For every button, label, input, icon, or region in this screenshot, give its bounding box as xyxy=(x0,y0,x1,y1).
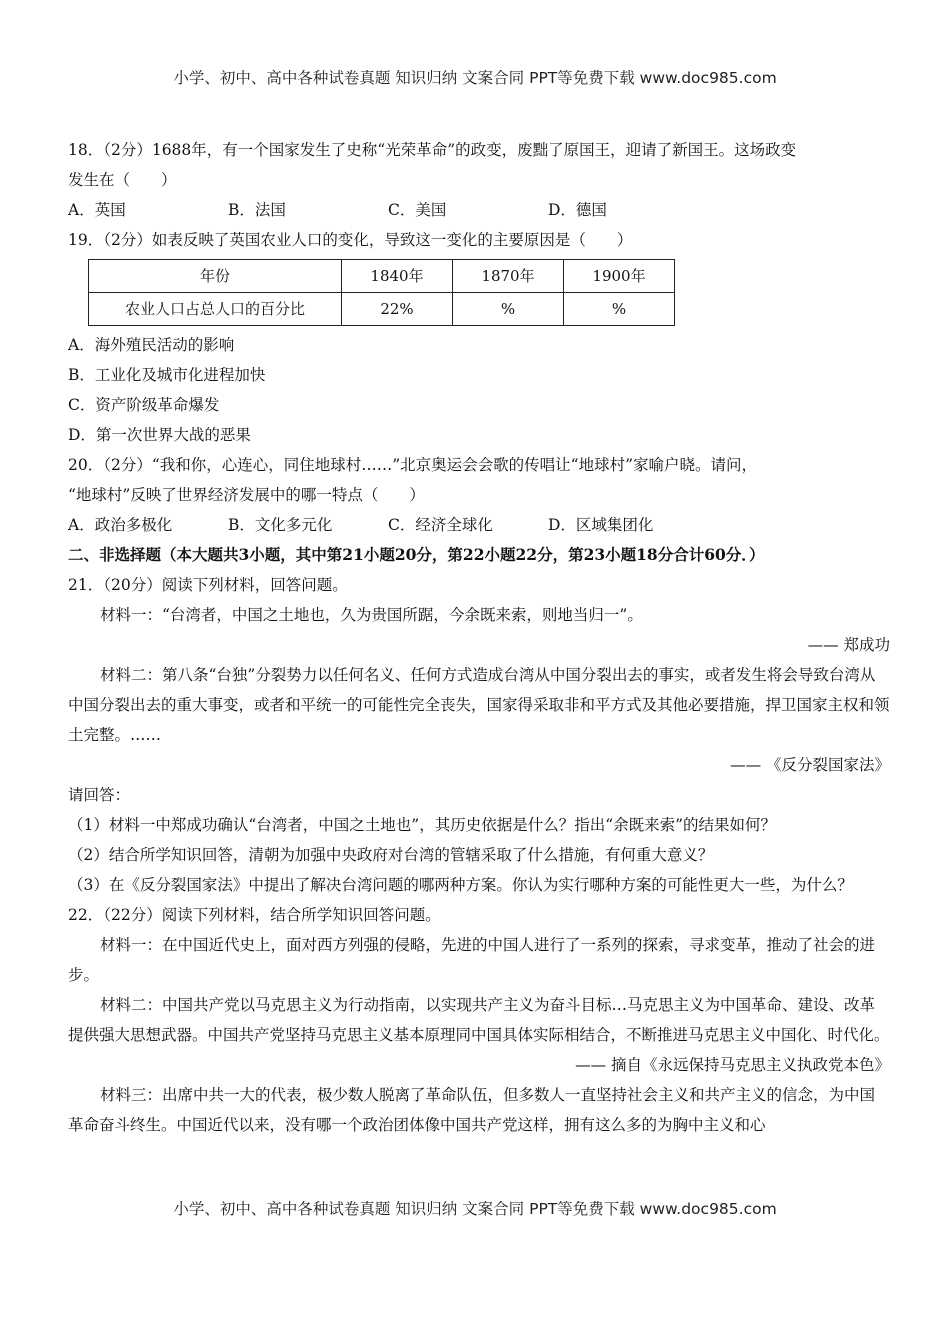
question-22 xyxy=(68,900,890,1140)
q19-option-c: C．资产阶级革命爆发 xyxy=(68,396,220,414)
question-19 xyxy=(68,225,890,450)
q21-subquestion-1: （1）材料一中郑成功确认“台湾者，中国之土地也”，其历史依据是什么？指出“余既来索”的结果如何？ xyxy=(68,816,777,834)
section-2-title: 二、非选择题（本大题共3小题，其中第21小题20分，第22小题22分，第23小题18分合计60分．） xyxy=(68,545,765,564)
page-footer: 小学、初中、高中各种试卷真题 知识归纳 文案合同 PPT等免费下载 www.doc985.com xyxy=(173,1200,777,1218)
q18-option-c: C．美国 xyxy=(388,201,447,219)
q20-option-a: A．政治多极化 xyxy=(68,516,173,534)
q18-option-d: D．德国 xyxy=(548,201,607,219)
q21-prompt: 请回答： xyxy=(68,786,131,804)
q20-option-c: C．经济全球化 xyxy=(388,516,493,534)
question-20 xyxy=(68,450,890,540)
q19-table xyxy=(88,259,675,326)
table-cell: 1900年 xyxy=(564,260,675,293)
table-row xyxy=(89,260,675,293)
question-21 xyxy=(68,570,890,900)
q22-material-1: 材料一：在中国近代史上，面对西方列强的侵略，先进的中国人进行了一系列的探索，寻求变革，推动了社会的进步。 xyxy=(68,936,876,984)
table-cell: 22% xyxy=(342,293,453,326)
q20-options xyxy=(68,510,890,540)
q20-option-b: B．文化多元化 xyxy=(228,516,333,534)
table-cell: 1840年 xyxy=(342,260,453,293)
q22-material-2: 材料二：中国共产党以马克思主义为行动指南，以实现共产主义为奋斗目标…马克思主义为中国革命、建设、改革提供强大思想武器。中国共产党坚持马克思主义基本原理同中国具体实际相结合，不断推进马克思主义中国化、时代化。 xyxy=(68,996,890,1044)
q19-option-b: B．工业化及城市化进程加快 xyxy=(68,366,266,384)
table-cell: 1870年 xyxy=(453,260,564,293)
q21-subquestion-2: （2）结合所学知识回答，清朝为加强中央政府对台湾的管辖采取了什么措施，有何重大意义？ xyxy=(68,846,714,864)
table-cell: % xyxy=(564,293,675,326)
q21-material-1: 材料一：“台湾者，中国之土地也，久为贵国所踞，今余既来索，则地当归一”。 xyxy=(100,606,643,624)
q19-option-a: A．海外殖民活动的影响 xyxy=(68,336,235,354)
q21-subquestion-3: （3）在《反分裂国家法》中提出了解决台湾问题的哪两种方案。你认为实行哪种方案的可能性更大一些，为什么？ xyxy=(68,876,853,894)
q18-options xyxy=(68,195,890,225)
q19-stem: 19．（2分）如表反映了英国农业人口的变化，导致这一变化的主要原因是（ ） xyxy=(68,231,633,249)
q18-stem-line1: 18．（2分）1688年，有一个国家发生了史称“光荣革命”的政变，废黜了原国王，迎请了新国王。这场政变 xyxy=(68,141,797,159)
table-cell: 年份 xyxy=(89,260,342,293)
q19-option-d: D．第一次世界大战的恶果 xyxy=(68,426,251,444)
q20-stem-line1: 20．（2分）“我和你，心连心，同住地球村……”北京奥运会会歌的传唱让“地球村”家喻户晓。请问， xyxy=(68,456,758,474)
q18-option-a: A．英国 xyxy=(68,201,126,219)
q18-stem-line2: 发生在（ ） xyxy=(68,171,177,189)
q21-stem: 21．（20分）阅读下列材料，回答问题。 xyxy=(68,576,348,594)
q20-stem-line2: “地球村”反映了世界经济发展中的哪一特点（ ） xyxy=(68,486,425,504)
q21-material-2: 材料二：第八条“台独”分裂势力以任何名义、任何方式造成台湾从中国分裂出去的事实，或者发生将会导致台湾从中国分裂出去的重大事变，或者和平统一的可能性完全丧失，国家得采取非和平方式及其他必要措施，捍卫国家主权和领土完整。…… xyxy=(68,666,890,744)
table-cell: 农业人口占总人口的百分比 xyxy=(89,293,342,326)
q22-material-3: 材料三：出席中共一大的代表，极少数人脱离了革命队伍，但多数人一直坚持社会主义和共产主义的信念，为中国革命奋斗终生。中国近代以来，没有哪一个政治团体像中国共产党这样，拥有这么多的为胸中主义和心 xyxy=(68,1086,876,1134)
table-row xyxy=(89,293,675,326)
q18-option-b: B．法国 xyxy=(228,201,286,219)
table-cell: % xyxy=(453,293,564,326)
q22-stem: 22．（22分）阅读下列材料，结合所学知识回答问题。 xyxy=(68,906,441,924)
q20-option-d: D．区域集团化 xyxy=(548,516,654,534)
page-header: 小学、初中、高中各种试卷真题 知识归纳 文案合同 PPT等免费下载 www.doc985.com xyxy=(173,69,777,87)
q21-material-1-source: —— 郑成功 xyxy=(807,636,890,654)
q22-material-2-source: —— 摘自《永远保持马克思主义执政党本色》 xyxy=(575,1056,890,1074)
question-18 xyxy=(68,135,890,225)
q21-material-2-source: —— 《反分裂国家法》 xyxy=(730,756,890,774)
exam-content xyxy=(68,135,890,1140)
